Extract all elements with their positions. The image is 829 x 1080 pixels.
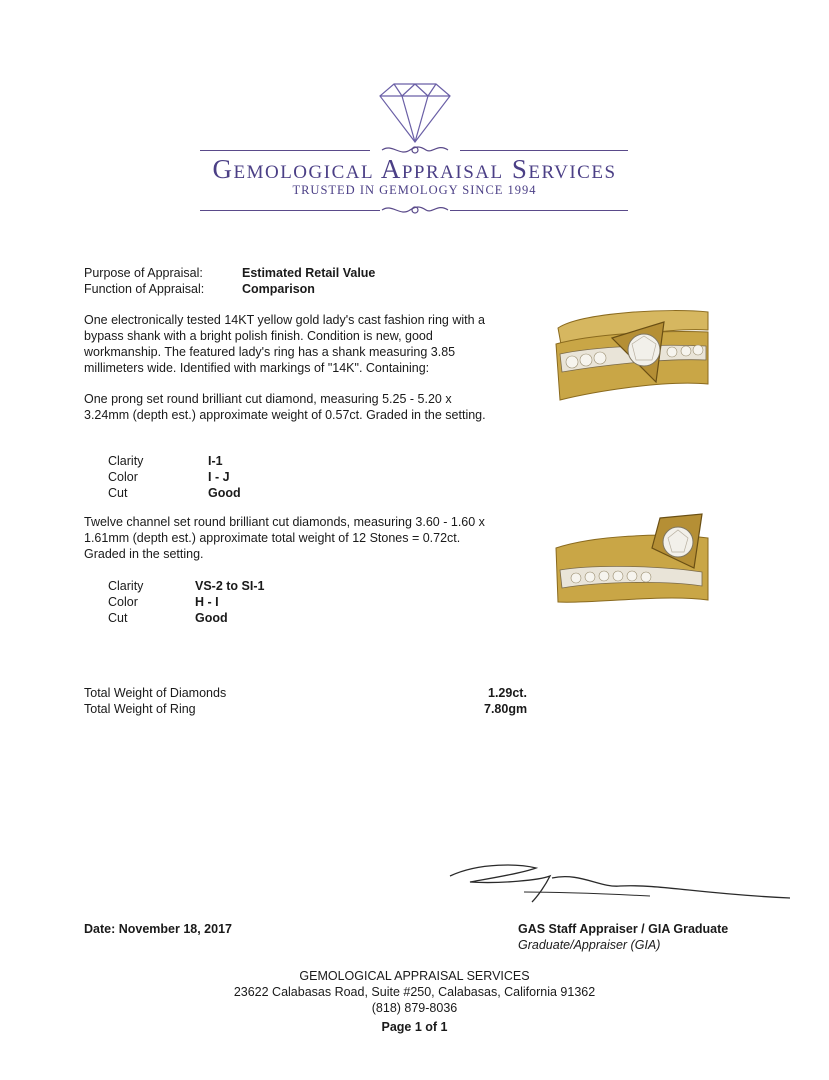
ring-photo-bottom — [552, 508, 712, 618]
function-label: Function of Appraisal: — [84, 282, 205, 296]
scroll-ornament-icon — [380, 201, 450, 219]
page-number: Page 1 of 1 — [381, 1020, 448, 1034]
total-value: 1.29ct. — [488, 686, 527, 700]
function-value: Comparison — [242, 282, 315, 296]
appraiser-subtitle: Graduate/Appraiser (GIA) — [518, 938, 661, 952]
grade-value: Good — [208, 486, 241, 500]
header-rule-bottom — [200, 210, 380, 211]
header-rule-top — [460, 150, 628, 151]
purpose-value: Estimated Retail Value — [242, 266, 376, 280]
grade-label: Clarity — [108, 454, 144, 468]
item-description: One electronically tested 14KT yellow gold lady's cast fashion ring with a bypass shank with a bright polish finish. Condition is new, good workmanship. The featured lady's ring has a shank measuring 3.85 millimeters wide. Identified with markings of "14K". Containing: — [84, 313, 485, 375]
company-tagline: TRUSTED IN GEMOLOGY SINCE 1994 — [292, 183, 537, 197]
grade-label: Color — [108, 595, 138, 609]
footer-phone: (818) 879-8036 — [371, 1001, 458, 1015]
total-label: Total Weight of Diamonds — [84, 686, 227, 700]
grade-value: I-1 — [208, 454, 223, 468]
grade-label: Color — [108, 470, 138, 484]
footer-address: 23622 Calabasas Road, Suite #250, Calabasas, California 91362 — [233, 985, 596, 999]
total-label: Total Weight of Ring — [84, 702, 196, 716]
ring-photo-top — [552, 300, 712, 410]
diamond-icon — [370, 82, 460, 144]
header-rule-bottom — [450, 210, 628, 211]
company-name: Gemological Appraisal Services — [212, 154, 617, 184]
center-stone-description: One prong set round brilliant cut diamond, measuring 5.25 - 5.20 x 3.24mm (depth est.) approximate weight of 0.57ct. Graded in the setting. — [84, 392, 486, 422]
appraiser-title: GAS Staff Appraiser / GIA Graduate — [518, 922, 729, 936]
grade-value: I - J — [208, 470, 230, 484]
grade-label: Cut — [108, 611, 128, 625]
grade-value: Good — [195, 611, 228, 625]
footer-company: GEMOLOGICAL APPRAISAL SERVICES — [299, 969, 530, 983]
signature — [440, 858, 800, 908]
side-stones-description: Twelve channel set round brilliant cut diamonds, measuring 3.60 - 1.60 x 1.61mm (depth est.) approximate total weight of 12 Stones = 0.72ct. Graded in the setting. — [84, 515, 485, 561]
purpose-label: Purpose of Appraisal: — [84, 266, 203, 280]
grade-label: Cut — [108, 486, 128, 500]
header-rule-top — [200, 150, 370, 151]
date: Date: November 18, 2017 — [84, 922, 232, 936]
grade-label: Clarity — [108, 579, 144, 593]
total-value: 7.80gm — [484, 702, 528, 716]
grade-value: VS-2 to SI-1 — [195, 579, 265, 593]
grade-value: H - I — [195, 595, 219, 609]
